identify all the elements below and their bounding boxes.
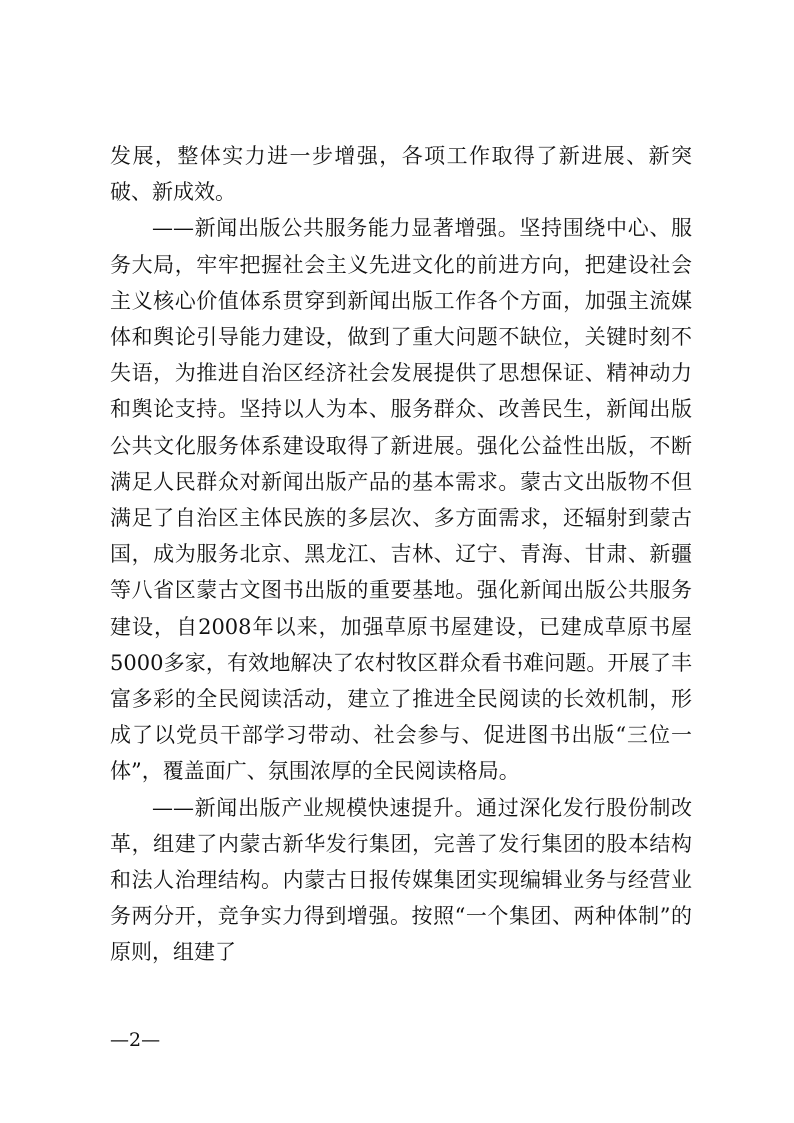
paragraph-continued: 发展，整体实力进一步增强，各项工作取得了新进展、新突破、新成效。 [110,144,692,205]
paragraph-public-service: ——新闻出版公共服务能力显著增强。坚持围绕中心、服务大局，牢牢把握社会主义先进文化的前进方向，把建设社会主义核心价值体系贯穿到新闻出版工作各个方面，加强主流媒体和舆论引导能力建设，做到了重大问题不缺位，关键时刻不失语，为推进自治区经济社会发展提供了思想保证、精神动力和舆论支持。坚持以人为本、服务群众、改善民生，新闻出版公共文化服务体系建设取得了新进展。强化公益性出版，不断满足人民群众对新闻出版产品的基本需求。蒙古文出版物不但满足了自治区主体民族的多层次、多方面需求，还辐射到蒙古国，成为服务北京、黑龙江、吉林、辽宁、青海、甘肃、新疆等八省区蒙古文图书出版的重要基地。强化新闻出版公共服务建设，自2008年以来，加强草原书屋建设，已建成草原书屋5000多家，有效地解决了农村牧区群众看书难问题。开展了丰富多彩的全民阅读活动，建立了推进全民阅读的长效机制，形成了以党员干部学习带动、社会参与、促进图书出版“三位一体”，覆盖面广、氛围浓厚的全民阅读格局。 [110,216,692,784]
page-number: —2— [110,1029,161,1051]
document-body [110,138,692,971]
paragraph-industry-scale: ——新闻出版产业规模快速提升。通过深化发行股份制改革，组建了内蒙古新华发行集团，完善了发行集团的股本结构和法人治理结构。内蒙古日报传媒集团实现编辑业务与经营业务两分开，竞争实力得到增强。按照“一个集团、两种体制”的原则，组建了 [110,795,692,965]
